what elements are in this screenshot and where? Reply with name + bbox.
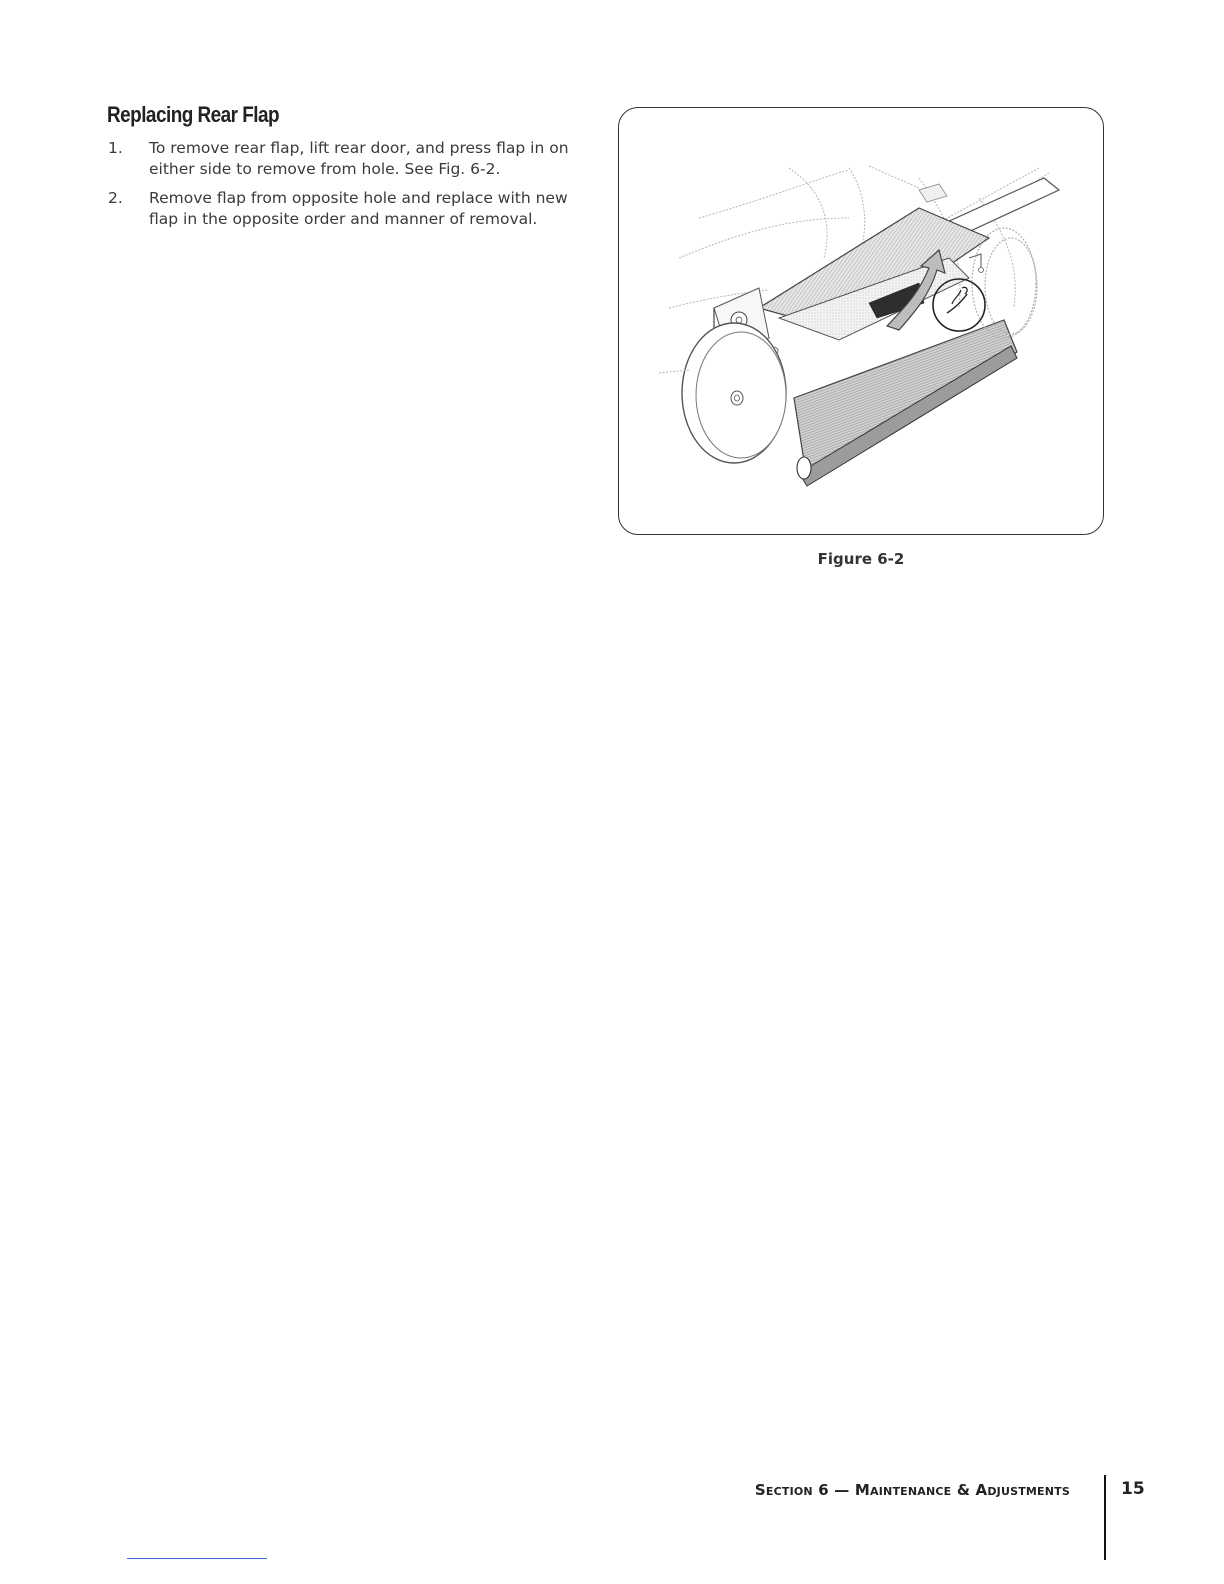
section-heading: Replacing Rear Flap [107,102,280,127]
step-item [108,138,598,180]
step-item [108,188,598,230]
step-text: To remove rear flap, lift rear door, and press flap in on either side to remove from hole. See Fig. 6-2. [149,139,569,178]
step-number: 1. [108,139,123,157]
bottom-rule [127,1558,267,1559]
step-text: Remove flap from opposite hole and replace with new flap in the opposite order and manner of removal. [149,189,568,228]
footer-divider [1104,1475,1106,1560]
step-number: 2. [108,189,123,207]
page-number: 15 [1121,1479,1145,1499]
figure-caption: Figure 6-2 [817,550,905,568]
rear-flap [794,320,1017,486]
left-wheel [682,323,786,463]
instruction-steps [108,138,598,238]
footer-section-title: Section 6 — Maintenance & Adjustments [754,1481,1070,1499]
mower-rear-flap-illustration [619,108,1104,535]
figure-frame [618,107,1104,535]
